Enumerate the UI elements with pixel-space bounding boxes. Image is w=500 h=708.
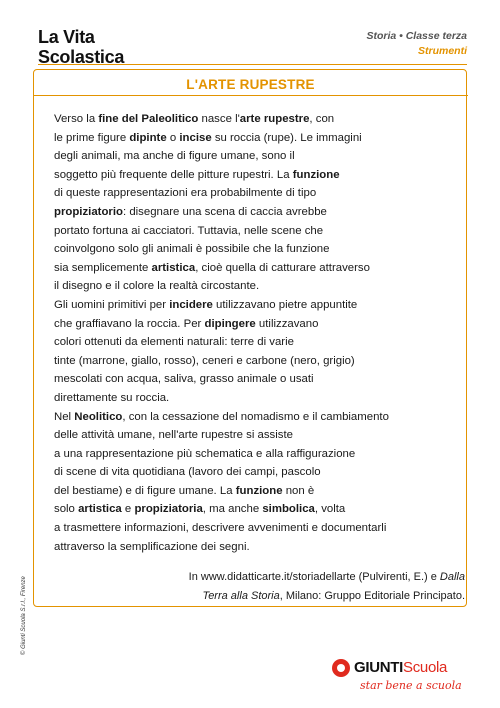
publisher-name-main: GIUNTI xyxy=(354,659,404,676)
header-info xyxy=(366,29,467,59)
text-run: di queste rappresentazioni era probabilmente di tipo xyxy=(54,187,317,200)
source-citation xyxy=(120,568,465,605)
copyright-note: © Giunti Scuola S.r.l., Firenze xyxy=(21,576,27,655)
text-run: attraverso la semplificazione dei segni. xyxy=(54,540,250,553)
body-line xyxy=(54,240,469,259)
publisher-logo xyxy=(330,657,470,697)
text-run: mescolati con acqua, saliva, grasso animale o usati xyxy=(54,373,314,386)
section-label: Strumenti xyxy=(417,45,467,57)
publisher-name-sub: Scuola xyxy=(403,659,448,676)
logo-line-2: Scolastica xyxy=(38,47,125,67)
bold-term: Neolitico xyxy=(74,410,123,423)
text-run: Verso la xyxy=(54,113,99,125)
body-line xyxy=(54,519,469,538)
page-title: L'ARTE RUPESTRE xyxy=(186,77,315,92)
text-run: o xyxy=(166,131,180,144)
citation-line xyxy=(120,587,465,606)
publisher-name xyxy=(354,659,447,676)
body-line xyxy=(54,277,469,296)
text-run: direttamente su roccia. xyxy=(54,391,170,404)
text-run: , volta xyxy=(314,503,346,516)
text-run: Gli uomini primitivi per xyxy=(54,298,170,311)
bold-term: simbolica xyxy=(262,503,315,516)
publisher-slogan: star bene a scuola xyxy=(360,679,462,692)
bold-term: fine del Paleolitico xyxy=(98,113,199,125)
bold-term: dipingere xyxy=(204,317,256,330)
logo-line-1: La Vita xyxy=(38,27,95,47)
text-run: , cioè quella di catturare attraverso xyxy=(195,261,370,274)
text-run: e xyxy=(121,503,135,516)
body-line xyxy=(54,147,469,166)
body-line xyxy=(54,482,469,501)
subject-label: Storia • Classe terza xyxy=(366,30,467,42)
text-run: nasce l' xyxy=(198,113,240,125)
citation-line xyxy=(120,568,465,587)
giunti-logo-icon xyxy=(332,659,350,677)
italic-title: Dalla xyxy=(439,571,465,583)
body-line xyxy=(54,166,469,185)
bold-term: propiziatoria xyxy=(134,503,203,516)
body-line xyxy=(54,184,469,203)
body-line xyxy=(54,352,469,371)
text-run: non è xyxy=(282,484,315,497)
text-run: In www.didatticarte.it/storiadellarte (Pulvirenti, E.) e xyxy=(188,571,440,583)
body-line xyxy=(54,315,469,334)
text-run: colori ottenuti da elementi naturali: terre di varie xyxy=(54,336,294,349)
body-line xyxy=(54,129,469,148)
text-run: il disegno e il colore la realtà circostante. xyxy=(54,280,260,293)
text-run: , con la cessazione del nomadismo e il cambiamento xyxy=(122,410,389,423)
italic-title: Terra alla Storia xyxy=(202,589,280,602)
title-divider xyxy=(33,95,468,96)
body-line xyxy=(54,426,469,445)
text-run: a una rappresentazione più schematica e alla raffigurazione xyxy=(54,447,356,460)
bold-term: artistica xyxy=(151,261,196,274)
text-run: utilizzavano xyxy=(255,317,319,330)
text-run: di scene di vita quotidiana (lavoro dei campi, pascolo xyxy=(54,466,321,479)
bold-term: propiziatorio xyxy=(54,205,123,218)
text-run: portato fortuna ai cacciatori. Tuttavia, nelle scene che xyxy=(54,224,324,237)
text-run: su roccia (rupe). Le immagini xyxy=(211,131,362,144)
text-run: sia semplicemente xyxy=(54,261,152,274)
text-run: , Milano: Gruppo Editoriale Principato. xyxy=(279,589,465,602)
text-run: soggetto più frequente delle pitture rupestri. La xyxy=(54,168,293,181)
bold-term: funzione xyxy=(292,168,340,181)
body-line xyxy=(54,408,469,427)
header-divider xyxy=(38,64,467,65)
text-run: che graffiavano la roccia. Per xyxy=(54,317,205,330)
body-line xyxy=(54,110,469,129)
text-run: utilizzavano pietre appuntite xyxy=(212,298,358,311)
text-run: coinvolgono solo gli animali è possibile che la funzione xyxy=(54,243,330,256)
body-line xyxy=(54,538,469,557)
bold-term: incidere xyxy=(169,298,213,311)
text-run: , ma anche xyxy=(202,503,263,516)
text-run: : disegnare una scena di caccia avrebbe xyxy=(122,205,327,218)
body-line xyxy=(54,296,469,315)
bold-term: artistica xyxy=(78,503,122,516)
body-line xyxy=(54,463,469,482)
text-run: , con xyxy=(309,113,335,125)
body-line xyxy=(54,370,469,389)
body-line xyxy=(54,445,469,464)
magazine-logo xyxy=(38,27,124,67)
text-run: delle attività umane, nell'arte rupestre si assiste xyxy=(54,429,293,442)
bold-term: arte rupestre xyxy=(239,113,310,125)
body-line xyxy=(54,259,469,278)
text-run: tinte (marrone, giallo, rosso), ceneri e carbone (nero, grigio) xyxy=(54,354,355,367)
body-line xyxy=(54,203,469,222)
text-run: degli animali, ma anche di figure umane, sono il xyxy=(54,150,295,163)
body-line xyxy=(54,389,469,408)
text-run: solo xyxy=(54,503,79,516)
body-line xyxy=(54,333,469,352)
bold-term: dipinte xyxy=(129,131,167,144)
text-run: a trasmettere informazioni, descrivere avvenimenti e documentarli xyxy=(54,522,387,535)
body-line xyxy=(54,222,469,241)
text-run: Nel xyxy=(54,410,75,423)
bold-term: funzione xyxy=(235,484,283,497)
body-line xyxy=(54,500,469,519)
bold-term: incise xyxy=(179,131,212,144)
text-run: le prime figure xyxy=(54,131,130,144)
body-text xyxy=(54,110,469,556)
text-run: del bestiame) e di figure umane. La xyxy=(54,484,236,497)
